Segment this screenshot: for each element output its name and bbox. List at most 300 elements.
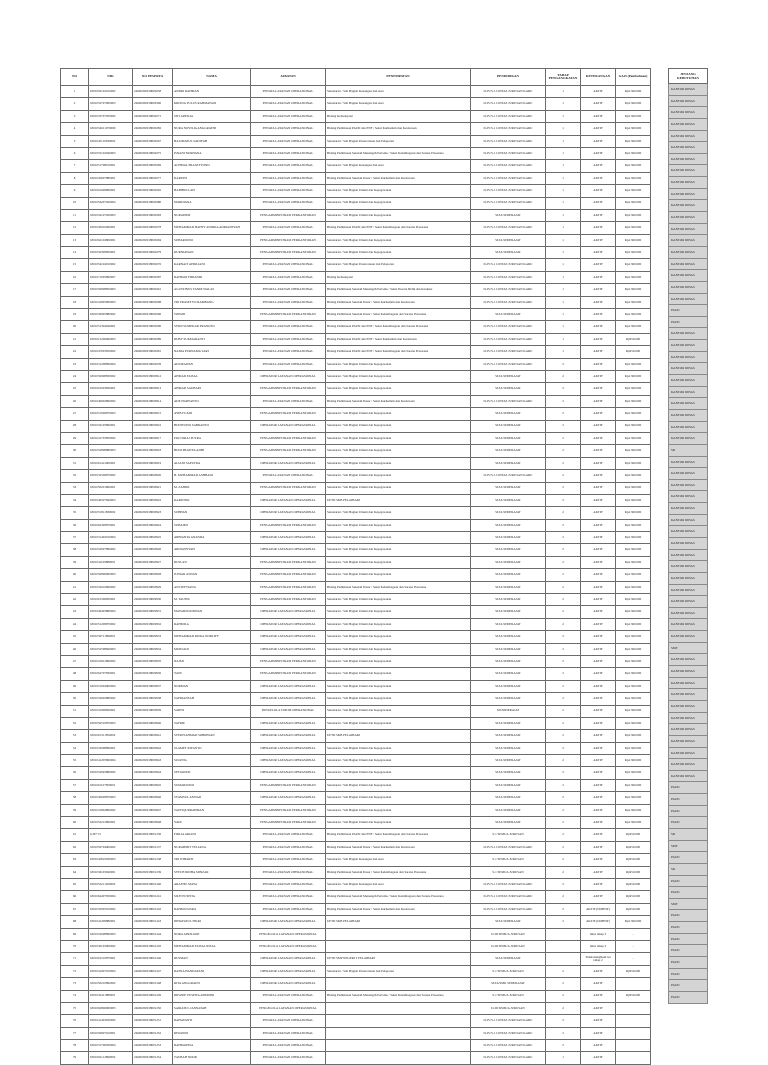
cell-pendidikan: SLTA SEDERAJAT (471, 519, 546, 531)
cell-gaji: Rp2.300.000 (616, 532, 651, 544)
side-cell: PAUD (668, 945, 708, 957)
cell-tahap: 1 (546, 234, 581, 246)
cell-gaji: Rp950.000 (616, 903, 651, 915)
cell-gaji: Rp2.300.000 (616, 457, 651, 469)
cell-no-peserta: 24600200018001251 (133, 1015, 173, 1027)
cell-nama: TRI PRASETYO RAMBANG (173, 296, 251, 308)
cell-nama: NAJMI (173, 655, 251, 667)
cell-nik: 6301032506870002 (89, 470, 133, 482)
cell-nik: 6301052707900003 (89, 98, 133, 110)
table-row (61, 519, 651, 531)
cell-keterangan: AKTIF (581, 110, 616, 122)
table-row (61, 482, 651, 494)
cell-jabatan: PENATA LAYANAN OPERASIONAL (251, 333, 326, 345)
cell-gaji: Rp2.300.000 (616, 519, 651, 531)
table-row (61, 1015, 651, 1027)
table-row (61, 556, 651, 568)
cell-nama: SAPRIANSAH (173, 693, 251, 705)
cell-no-peserta: 24600200018000940 (133, 717, 173, 729)
cell-jabatan: PENATA LAYANAN OPERASIONAL (251, 829, 326, 841)
cell-nik: 6301051708910001 (89, 160, 133, 172)
table-row (61, 532, 651, 544)
cell-penempatan: Sekretariat / Sub Bagian Umum dan Kepegawaian (326, 445, 471, 457)
cell-penempatan: Sekretariat / Sub Bagian Umum dan Kepegawaian (326, 680, 471, 692)
cell-tahap: 1 (546, 185, 581, 197)
side-cell: PAUD (668, 876, 708, 888)
cell-gaji: Rp2.300.000 (616, 817, 651, 829)
cell-tahap: 1 (546, 172, 581, 184)
cell-nama: ANI SEPTIANA (173, 581, 251, 593)
cell-no-peserta: 24600200018000937 (133, 680, 173, 692)
cell-no: 79 (61, 1052, 89, 1064)
cell-no: 13 (61, 234, 89, 246)
side-cell: KANTOR DINAS (668, 375, 708, 387)
cell-nama: SRI WIHARTI (173, 854, 251, 866)
cell-tahap: 2 (546, 507, 581, 519)
cell-nama: ARBIANTA ANANDA (173, 532, 251, 544)
cell-gaji (616, 1040, 651, 1052)
cell-nik: 6301050201860001 (89, 482, 133, 494)
cell-gaji: Rp2.300.000 (616, 284, 651, 296)
cell-tahap: 2 (546, 990, 581, 1002)
cell-no: 37 (61, 532, 89, 544)
cell-pendidikan: D-IV/S-1 LINTAS JURUSAN KARU (471, 110, 546, 122)
cell-no: 10 (61, 197, 89, 209)
cell-jabatan: PENGADMINISTRASI PERKANTORAN (251, 247, 326, 259)
cell-nama: RUBY SUKMARANTI (173, 333, 251, 345)
cell-nik: 6301050908830002 (89, 370, 133, 382)
cell-tahap: 2 (546, 370, 581, 382)
table-row (61, 110, 651, 122)
cell-keterangan: AKTIF (581, 1040, 616, 1052)
table-row (61, 370, 651, 382)
cell-nama: RIFANIE PUSPITA APRIDINI (173, 990, 251, 1002)
cell-no: 52 (61, 717, 89, 729)
cell-no: 31 (61, 457, 89, 469)
cell-nama: SARTO (173, 705, 251, 717)
cell-pendidikan: S-1 SEMUA JURUSAN (471, 965, 546, 977)
cell-no-peserta: 24600200018000943 (133, 755, 173, 767)
cell-nama: MUHAMMAD RIZKA NORLIFY (173, 631, 251, 643)
cell-pendidikan: D-IV/S-1 LINTAS JURUSAN KARU (471, 321, 546, 333)
side-cell: PAUD (668, 817, 708, 829)
cell-tahap: 2 (546, 432, 581, 444)
cell-no-peserta: 24600200018000918 (133, 445, 173, 457)
cell-no: 17 (61, 284, 89, 296)
cell-keterangan: lulus tahap 2 (581, 928, 616, 940)
table-row (61, 655, 651, 667)
cell-penempatan: Sekretariat / Sub Bagian Umum dan Kepegawaian (326, 482, 471, 494)
cell-keterangan: AKTIF (581, 309, 616, 321)
cell-gaji: Rp2.300.000 (616, 358, 651, 370)
cell-nik: 6,3E+15 (89, 829, 133, 841)
cell-pendidikan: SLTA SEDERAJAT (471, 655, 546, 667)
cell-tahap: 2 (546, 879, 581, 891)
cell-keterangan: AKTIF (581, 457, 616, 469)
table-row (61, 928, 651, 940)
cell-nama: SLAMET RIYANTO (173, 742, 251, 754)
cell-nik: 6301052903880002 (89, 767, 133, 779)
cell-no-peserta: 24600200018000948 (133, 817, 173, 829)
cell-no: 25 (61, 383, 89, 395)
table-row (61, 135, 651, 147)
cell-no-peserta: 24600200018000912 (133, 370, 173, 382)
cell-nama: KARTINI (173, 172, 251, 184)
cell-jabatan: PENGELOLA LAYANAN OPERASIONAL (251, 940, 326, 952)
side-cell: KANTOR DINAS (668, 526, 708, 538)
cell-no-peserta: 24600200018001237 (133, 841, 173, 853)
cell-gaji: Rp2.300.000 (616, 767, 651, 779)
cell-nik: 6301032105860001 (89, 420, 133, 432)
cell-no-peserta: 24600200018000931 (133, 606, 173, 618)
cell-jabatan: PENATA LAYANAN OPERASIONAL (251, 346, 326, 358)
cell-jabatan: OPERATOR LAYANAN OPERASIONAL (251, 978, 326, 990)
table-row (61, 1040, 651, 1052)
cell-no: 40 (61, 569, 89, 581)
cell-tahap: 2 (546, 470, 581, 482)
cell-pendidikan: SLTA SEDERAJAT (471, 643, 546, 655)
cell-nik: 6301041109880001 (89, 556, 133, 568)
cell-keterangan: AKTIF (581, 532, 616, 544)
cell-gaji: Rp2.300.000 (616, 779, 651, 791)
cell-penempatan: Bidang Kebudayaan (326, 271, 471, 283)
cell-no-peserta: 24600200018000271 (133, 110, 173, 122)
cell-gaji: Rp2.300.000 (616, 693, 651, 705)
side-cell: KANTOR DINAS (668, 585, 708, 597)
cell-gaji: Rp2.300.000 (616, 655, 651, 667)
cell-nama: ARDIANSYAH (173, 544, 251, 556)
cell-nik: 6301031208890004 (89, 358, 133, 370)
side-cell: PAUD (668, 806, 708, 818)
cell-nik: 6301050907910001 (89, 1027, 133, 1039)
cell-gaji: Rp2.300.000 (616, 618, 651, 630)
cell-jabatan: PENGADMINISTRASI PERKANTORAN (251, 569, 326, 581)
cell-penempatan: Bidang Pembinaan Sekolah Menengah Pertama / Seksi Kelembagaan dan Sarana Prasarana (326, 891, 471, 903)
cell-gaji: Rp2.300.000 (616, 86, 651, 98)
cell-nama: NIHAYATUL FIKRI (173, 916, 251, 928)
cell-keterangan: AKTIF (581, 631, 616, 643)
cell-gaji (616, 1002, 651, 1014)
cell-pendidikan: S-1 SEMUA JURUSAN (471, 854, 546, 866)
cell-pendidikan: SLTA SEDERAJAT (471, 817, 546, 829)
cell-keterangan: AKTIF (581, 197, 616, 209)
cell-nik: 6301041703850002 (89, 432, 133, 444)
cell-nama: AHMAD FAISAL (173, 370, 251, 382)
cell-no: 47 (61, 655, 89, 667)
cell-jabatan: PENGADMINISTRASI PERKANTORAN (251, 408, 326, 420)
cell-no-peserta: 24600200018001246 (133, 953, 173, 965)
cell-penempatan: Bidang Pembinaan Sekolah Menengah Pertama / Seksi Kelembagaan dan Sarana Prasarana (326, 990, 471, 1002)
cell-pendidikan: SLTA SEDERAJAT (471, 432, 546, 444)
cell-pendidikan: S-1 SEMUA JURUSAN (471, 990, 546, 1002)
cell-nama: NORMAN (173, 680, 251, 692)
table-row (61, 953, 651, 965)
cell-pendidikan: SLTA SEDERAJAT (471, 383, 546, 395)
cell-keterangan: AKTIF (581, 135, 616, 147)
cell-jabatan: PENGADMINISTRASI PERKANTORAN (251, 309, 326, 321)
cell-nama: RAHMAT FIRIANDI (173, 271, 251, 283)
cell-penempatan: Sekretariat / Sub Bagian Umum dan Kepegawaian (326, 594, 471, 606)
cell-jabatan: PENATA LAYANAN OPERASIONAL (251, 866, 326, 878)
side-cell: KANTOR DINAS (668, 270, 708, 282)
table-row (61, 1027, 651, 1039)
cell-penempatan: Sekretariat / Sub Bagian Umum dan Kepegawaian (326, 655, 471, 667)
cell-tahap: 2 (546, 742, 581, 754)
cell-nama: SILFI PUSPITA (173, 891, 251, 903)
cell-pendidikan: SLTA SEDERAJAT (471, 779, 546, 791)
cell-keterangan: AKTIF (581, 259, 616, 271)
table-row (61, 222, 651, 234)
cell-tahap: 2 (546, 705, 581, 717)
cell-tahap: 2 (546, 1015, 581, 1027)
side-cell: SMP (668, 643, 708, 655)
cell-penempatan: Sekretariat / Sub Bagian Umum dan Kepegawaian (326, 767, 471, 779)
cell-penempatan: UPTD SKB PELAIHARI (326, 916, 471, 928)
cell-tahap: 2 (546, 569, 581, 581)
cell-nik: 6301050510870003 (89, 717, 133, 729)
cell-nama: ARAFIEL MAYA (173, 879, 251, 891)
cell-penempatan: Sekretariat / Sub Bagian Umum dan Kepegawaian (326, 234, 471, 246)
cell-penempatan: Sekretariat / Sub Bagian Umum dan Kepegawaian (326, 470, 471, 482)
cell-nama: SUHARJONO (173, 234, 251, 246)
cell-nik: 6301041907910004 (89, 965, 133, 977)
cell-no-peserta: 24600200018001248 (133, 978, 173, 990)
cell-tahap: 1 (546, 98, 581, 110)
cell-gaji: - (616, 953, 651, 965)
cell-no: 36 (61, 519, 89, 531)
cell-gaji (616, 978, 651, 990)
side-cell: PAUD (668, 922, 708, 934)
cell-keterangan: AKTIF (581, 854, 616, 866)
side-cell: KANTOR DINAS (668, 247, 708, 259)
cell-no-peserta: 24600200018000924 (133, 519, 173, 531)
cell-no: 59 (61, 804, 89, 816)
cell-nik: 6301041804890002 (89, 804, 133, 816)
table-row (61, 755, 651, 767)
cell-nama: RUSMAN (173, 953, 251, 965)
cell-no: 43 (61, 606, 89, 618)
cell-no: 58 (61, 792, 89, 804)
cell-nama: RIWANDI (173, 1027, 251, 1039)
cell-keterangan: AKTIF (581, 445, 616, 457)
cell-nik: 6301031402910004 (89, 532, 133, 544)
cell-no: 23 (61, 358, 89, 370)
cell-keterangan: AKTIF (581, 296, 616, 308)
cell-jabatan: PENGELOLA LAYANAN OPERASIONAL (251, 928, 326, 940)
cell-no: 32 (61, 470, 89, 482)
cell-nama: KURNIAWAN (173, 247, 251, 259)
side-column-header: JENJANG KEBUTUHAN (668, 68, 708, 84)
side-cell: KANTOR DINAS (668, 340, 708, 352)
side-cell: KANTOR DINAS (668, 748, 708, 760)
cell-pendidikan: D-IV/S-1 LINTAS JURUSAN KARU (471, 172, 546, 184)
side-cell: PAUD (668, 980, 708, 992)
table-row (61, 296, 651, 308)
cell-gaji: Rp2.300.000 (616, 730, 651, 742)
cell-no: 28 (61, 420, 89, 432)
table-row (61, 742, 651, 754)
cell-gaji: Rp950.000 (616, 990, 651, 1002)
table-row (61, 309, 651, 321)
table-row (61, 978, 651, 990)
cell-no-peserta: 24600200018000267 (133, 135, 173, 147)
cell-nama: SAFRIE (173, 717, 251, 729)
cell-pendidikan: SLTA SEDERAJAT (471, 556, 546, 568)
cell-nama: SYAMSUL ANWAR (173, 792, 251, 804)
side-cell: KANTOR DINAS (668, 678, 708, 690)
cell-penempatan: Sekretariat / Sub Bagian Umum dan Kepegawaian (326, 197, 471, 209)
cell-jabatan: PENGADMINISTRASI PERKANTORAN (251, 581, 326, 593)
cell-penempatan (326, 1040, 471, 1052)
cell-jabatan: PENATA LAYANAN OPERASIONAL (251, 185, 326, 197)
cell-tahap: 2 (546, 916, 581, 928)
side-cell: SD (668, 829, 708, 841)
cell-pendidikan: SLTA SEDERAJAT (471, 581, 546, 593)
cell-tahap: 2 (546, 841, 581, 853)
cell-penempatan (326, 1002, 471, 1014)
cell-no: 64 (61, 866, 89, 878)
cell-penempatan: Sekretariat / Sub Bagian Umum dan Kepegawaian (326, 420, 471, 432)
cell-gaji: Rp2.300.000 (616, 209, 651, 221)
cell-jabatan: PENATA LAYANAN OPERASIONAL (251, 321, 326, 333)
cell-penempatan (326, 928, 471, 940)
side-cell: SMP (668, 841, 708, 853)
cell-no: 41 (61, 581, 89, 593)
cell-no-peserta: 24600200018001239 (133, 866, 173, 878)
cell-nik: 6301050210890002 (89, 978, 133, 990)
cell-penempatan: UPTD SKB PELAIHARI (326, 730, 471, 742)
cell-no-peserta: 24600200018000276 (133, 259, 173, 271)
cell-nik: 6301050908850003 (89, 284, 133, 296)
cell-no: 5 (61, 135, 89, 147)
cell-penempatan: Bidang Pembinaan Sekolah Dasar / Seksi Kelembagaan dan Sarana Prasarana (326, 581, 471, 593)
cell-no-peserta: 24600200018000922 (133, 494, 173, 506)
cell-keterangan: AKTIF (581, 804, 616, 816)
cell-tahap: 2 (546, 581, 581, 593)
cell-jabatan: PENATA LAYANAN OPERASIONAL (251, 990, 326, 1002)
cell-nik: 6301032411880001 (89, 990, 133, 1002)
cell-keterangan: AKTIF (581, 1052, 616, 1064)
cell-no: 4 (61, 123, 89, 135)
cell-no-peserta: 24600200018000258 (133, 86, 173, 98)
cell-penempatan: Bidang Pembinaan Sekolah Menengah Pertama / Seksi Peserta Didik dan Karakter (326, 284, 471, 296)
cell-keterangan: AKTIF (581, 123, 616, 135)
cell-penempatan: Sekretariat / Sub Bagian Umum dan Kepegawaian (326, 185, 471, 197)
cell-nama: ISNANI NURHANA (173, 147, 251, 159)
cell-tahap: 2 (546, 730, 581, 742)
cell-gaji: Rp2.300.000 (616, 222, 651, 234)
cell-tahap: 2 (546, 395, 581, 407)
cell-nik: 6301055102940003 (89, 147, 133, 159)
side-cell: KANTOR DINAS (668, 759, 708, 771)
table-row (61, 420, 651, 432)
cell-keterangan: AKTIF (581, 643, 616, 655)
cell-nik: 6301052608890003 (89, 928, 133, 940)
cell-tahap: 1 (546, 110, 581, 122)
cell-keterangan: AKTIF (581, 222, 616, 234)
cell-no: 8 (61, 172, 89, 184)
cell-no: 69 (61, 928, 89, 940)
cell-nama: HABIBULLAH (173, 185, 251, 197)
side-cell: KANTOR DINAS (668, 468, 708, 480)
cell-tahap: 2 (546, 965, 581, 977)
cell-tahap: 1 (546, 209, 581, 221)
cell-pendidikan: D-IV/S-1 LINTAS JURUSAN KARU (471, 271, 546, 283)
table-row (61, 544, 651, 556)
cell-tahap: 2 (546, 445, 581, 457)
side-column (668, 68, 708, 1004)
cell-nama: MAYARNI RIDWAN (173, 606, 251, 618)
cell-tahap: 2 (546, 631, 581, 643)
cell-no-peserta: 24600200018000932 (133, 618, 173, 630)
header-nama: NAMA (173, 69, 251, 86)
cell-penempatan: Bidang Pembinaan PAUD dan PNF / Seksi Kurikulum dan Kesiswaan (326, 333, 471, 345)
side-cell: KANTOR DINAS (668, 177, 708, 189)
cell-tahap: 2 (546, 779, 581, 791)
cell-pendidikan: D-IV/S-1 LINTAS JURUSAN KARU (471, 395, 546, 407)
cell-jabatan: PENGELOLA UMUM OPERASIONAL (251, 705, 326, 717)
cell-nik: 6301040507840003 (89, 494, 133, 506)
cell-no: 53 (61, 730, 89, 742)
cell-pendidikan: S-1 SEMUA JURUSAN (471, 829, 546, 841)
table-row (61, 717, 651, 729)
cell-no-peserta: 24600200018000933 (133, 631, 173, 643)
cell-keterangan: AKTIF (581, 594, 616, 606)
cell-tahap: 2 (546, 519, 581, 531)
cell-keterangan: AKTIF (581, 879, 616, 891)
cell-keterangan: AKTIF (581, 494, 616, 506)
cell-keterangan: AKTIF (581, 482, 616, 494)
cell-pendidikan: D-IV/S-1 LINTAS JURUSAN KARU (471, 1015, 546, 1027)
side-cell: KANTOR DINAS (668, 573, 708, 585)
cell-gaji: - (616, 928, 651, 940)
cell-pendidikan: SLTA SEDERAJAT (471, 668, 546, 680)
cell-jabatan: PENGADMINISTRASI PERKANTORAN (251, 432, 326, 444)
cell-jabatan: PENGELOLA LAYANAN OPERASIONAL (251, 1002, 326, 1014)
cell-jabatan: PENATA LAYANAN OPERASIONAL (251, 1052, 326, 1064)
side-cell: KANTOR DINAS (668, 363, 708, 375)
header-gaji: GAJI (Pembulatan) (616, 69, 651, 86)
cell-no: 3 (61, 110, 89, 122)
table-row (61, 470, 651, 482)
cell-nik: 6301054611970009 (89, 123, 133, 135)
cell-nama: NURAINIM (173, 209, 251, 221)
cell-no: 19 (61, 309, 89, 321)
cell-jabatan: PENATA LAYANAN OPERASIONAL (251, 1015, 326, 1027)
cell-penempatan: Sekretariat / Sub Bagian Umum dan Kepegawaian (326, 631, 471, 643)
table-row (61, 854, 651, 866)
cell-penempatan: Sekretariat / Sub Bagian Umum dan Kepegawaian (326, 569, 471, 581)
side-cell: KANTOR DINAS (668, 165, 708, 177)
cell-no-peserta: 24600200018000916 (133, 420, 173, 432)
cell-keterangan: AKTIF (581, 767, 616, 779)
cell-penempatan: Sekretariat / Sub Bagian Umum dan Kepegawaian (326, 717, 471, 729)
cell-jabatan: PENGADMINISTRASI PERKANTORAN (251, 445, 326, 457)
cell-nik: 6301041205860004 (89, 755, 133, 767)
cell-no: 71 (61, 953, 89, 965)
cell-no-peserta: 24600200018001241 (133, 891, 173, 903)
cell-no: 57 (61, 779, 89, 791)
side-cell: KANTOR DINAS (668, 224, 708, 236)
cell-penempatan: Bidang Pembinaan Sekolah Dasar / Seksi Kelembagaan dan Sarana Prasarana (326, 866, 471, 878)
cell-jabatan: PENATA LAYANAN OPERASIONAL (251, 470, 326, 482)
cell-no: 78 (61, 1040, 89, 1052)
cell-jabatan: PENATA LAYANAN OPERASIONAL (251, 135, 326, 147)
table-body (61, 86, 651, 1065)
table-row (61, 705, 651, 717)
cell-nama: RAHAYANTI (173, 1015, 251, 1027)
side-cell: KANTOR DINAS (668, 515, 708, 527)
